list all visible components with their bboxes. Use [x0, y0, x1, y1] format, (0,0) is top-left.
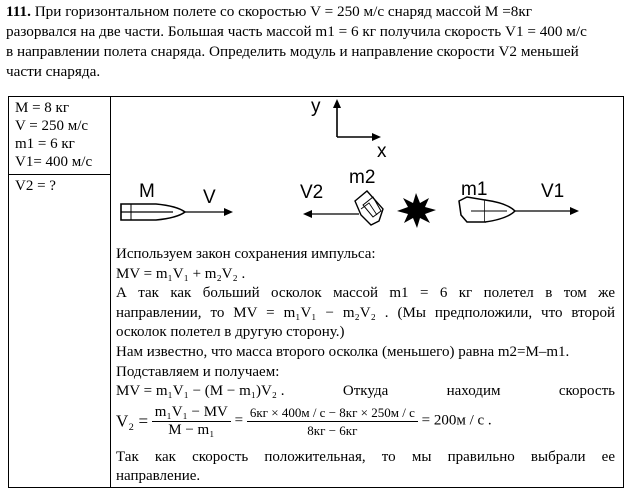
problem-line-1: 111. При горизонтальном полете со скоростью V = 250 м/с снаряд массой М =8кг [6, 3, 532, 20]
v2-formula: V₂ = $\frac{\text{m₁V₁ − MV}}{\text{M − m₁}}$ = $\frac{6кг \times 400м / с - 8кг \times 250м / с}{8кг - 6кг}$ = 200м / с . [116, 403, 492, 438]
solution-line-4: направлении, то MV = m₁V₁ − m₂V₂ . (Мы предположили, что второй [116, 304, 615, 321]
solution-line-5: осколок полетел в другую сторону.) [116, 324, 345, 341]
solution-text [116, 245, 615, 487]
v1-arrow-icon [515, 207, 579, 215]
shell-velocity-label: V [203, 187, 216, 208]
substituted-equation: MV = m₁V₁ − (M − m₁)V₂ . [116, 383, 285, 400]
solution-line-11: направление. [116, 468, 201, 485]
axes-icon [333, 99, 381, 141]
problem-line-2: разорвался на две части. Большая часть массой m1 = 6 кг получила скорость V1 = 400 м/с [6, 23, 587, 40]
fraction-symbolic: $\frac{\text{m₁V₁ − MV}}{\text{M − m₁}}$ [152, 404, 231, 439]
m2-label: m2 [349, 167, 376, 188]
explosion-icon [397, 193, 436, 228]
v2-label: V2 [300, 182, 324, 203]
momentum-equation: MV = m₁V₁ + m₂V₂ . [116, 265, 246, 282]
fraction-numeric: $\frac{6кг \times 400м / с - 8кг \times 250м / с}{8кг - 6кг}$ [247, 404, 418, 439]
x-axis-label: x [377, 141, 387, 162]
given-mass: М = 8 кг [15, 100, 69, 116]
find-cell [9, 175, 111, 488]
solution-line-7: Подставляем и получаем: [116, 363, 280, 380]
find-v2: V2 = ? [15, 178, 56, 194]
small-fragment-icon [355, 191, 383, 225]
solution-line-10: Так как скорость положительная, то мы правильно выбрали ее [116, 448, 615, 465]
problem-number: 111. [6, 3, 31, 20]
solution-table [8, 96, 624, 488]
given-mass-1: m1 = 6 кг [15, 136, 75, 152]
solution-cell [111, 97, 624, 488]
solution-line-3: А так как больший осколок массой m1 = 6 кг полетел в том же [116, 285, 615, 302]
v2-arrow-icon [303, 210, 359, 218]
result-value: = 200м / с . [421, 412, 492, 429]
given-cell [9, 97, 111, 175]
v1-label: V1 [541, 181, 565, 202]
shell-icon [121, 204, 185, 220]
solution-line-8: MV = m₁V₁ − (M − m₁)V₂ . Откуда находим скорость [116, 382, 615, 402]
shell-velocity-arrow-icon [185, 208, 233, 216]
solution-line-6: Нам известно, что масса второго осколка (меньшего) равна m2=M–m1. [116, 343, 570, 360]
problem-line-3: в направлении полета снаряда. Определить модуль и направление скорости V2 меньшей [6, 43, 579, 60]
given-velocity-1: V1= 400 м/с [15, 154, 93, 170]
m1-label: m1 [461, 179, 488, 200]
problem-statement [6, 2, 627, 82]
solution-line-1: Используем закон сохранения импульса: [116, 246, 376, 262]
problem-line-4: части снаряда. [6, 63, 101, 80]
given-velocity: V = 250 м/с [15, 118, 89, 134]
shell-mass-label: М [139, 181, 155, 202]
y-axis-label: y [311, 96, 321, 117]
